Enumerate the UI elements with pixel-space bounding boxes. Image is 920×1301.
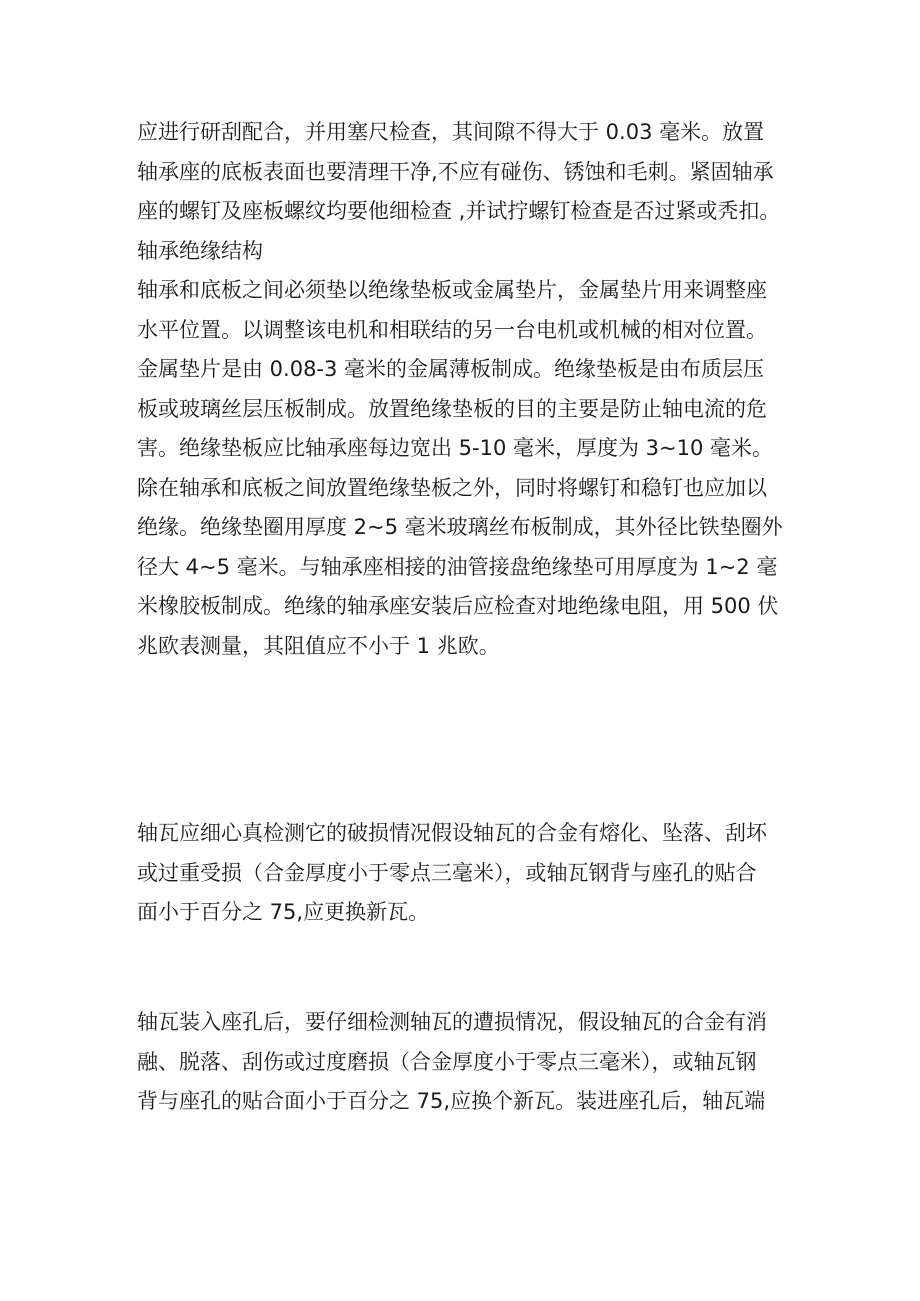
text-line: 应进行研刮配合，并用塞尺检查，其间隙不得大于 0.03 毫米。放置 [137, 120, 765, 144]
text-line: 背与座孔的贴合面小于百分之 75,应换个新瓦。装进座孔后，轴瓦端 [137, 1089, 766, 1113]
paragraph-bearing-shell-installation [137, 1003, 817, 1122]
text-line: 害。绝缘垫板应比轴承座每边宽出 5-10 毫米，厚度为 3~10 毫米。 [137, 436, 774, 460]
text-line: 轴瓦装入座孔后，要仔细检测轴瓦的遭损情况，假设轴瓦的合金有消 [137, 1010, 767, 1034]
paragraph-bearing-insulation [137, 113, 817, 666]
text-line: 除在轴承和底板之间放置绝缘垫板之外，同时将螺钉和稳钉也应加以 [137, 475, 767, 500]
text-line: 面小于百分之 75,应更换新瓦。 [137, 900, 430, 924]
text-line: 板或玻璃丝层压板制成。放置绝缘垫板的目的主要是防止轴电流的危 [137, 396, 767, 421]
text-line: 或过重受损（合金厚度小于零点三毫米），或轴瓦钢背与座孔的贴合 [137, 860, 757, 885]
text-line: 水平位置。以调整该电机和相联结的另一台电机或机械的相对位置。 [137, 317, 767, 342]
text-line: 融、脱落、刮伤或过度磨损（合金厚度小于零点三毫米），或轴瓦钢 [137, 1049, 757, 1074]
text-line: 绝缘。绝缘垫圈用厚度 2~5 毫米玻璃丝布板制成，其外径比铁垫圈外 [137, 515, 783, 539]
text-line: 兆欧表测量，其阻值应不小于 1 兆欧。 [137, 633, 500, 658]
text-line: 轴承和底板之间必须垫以绝缘垫板或金属垫片，金属垫片用来调整座 [137, 278, 767, 302]
paragraph-bearing-shell-inspection [137, 814, 817, 933]
text-line: 轴承座的底板表面也要清理干净,不应有碰伤、锈蚀和毛刺。紧固轴承 [137, 159, 774, 184]
section-heading: 轴承绝缘结构 [137, 238, 263, 263]
text-line: 座的螺钉及座板螺纹均要他细检查 ,并试拧螺钉检查是否过紧或秃扣。 [137, 199, 781, 223]
text-line: 金属垫片是由 0.08-3 毫米的金属薄板制成。绝缘垫板是由布质层压 [137, 357, 765, 381]
text-line: 径大 4~5 毫米。与轴承座相接的油管接盘绝缘垫可用厚度为 1~2 毫 [137, 554, 778, 579]
text-line: 米橡胶板制成。绝缘的轴承座安装后应检查对地绝缘电阻，用 500 伏 [137, 594, 779, 618]
text-line: 轴瓦应细心真检测它的破损情况假设轴瓦的合金有熔化、坠落、刮坏 [137, 821, 767, 845]
